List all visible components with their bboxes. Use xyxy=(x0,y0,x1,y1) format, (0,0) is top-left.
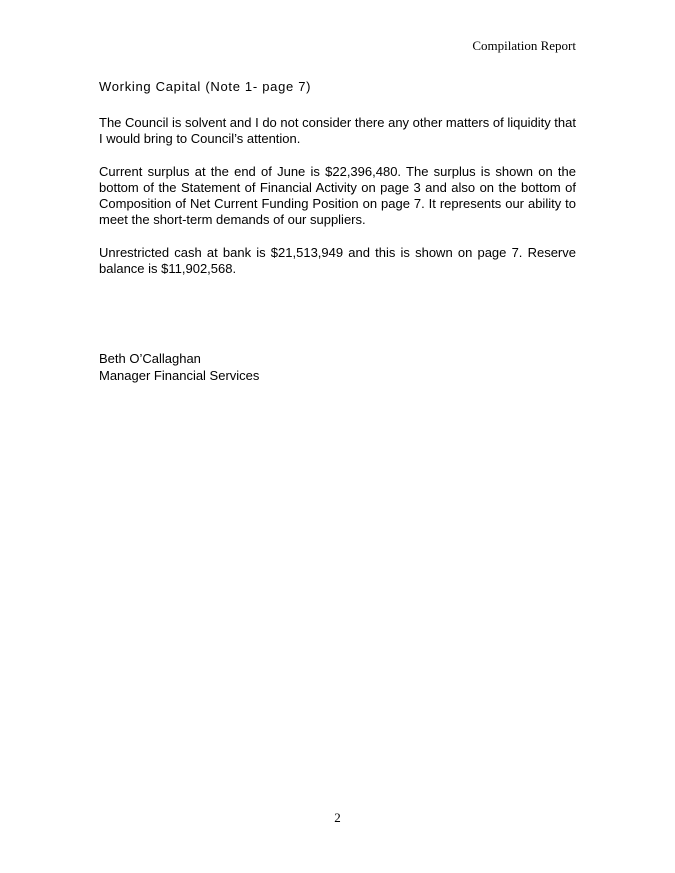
page-header-title: Compilation Report xyxy=(472,38,576,53)
page-number: 2 xyxy=(334,810,341,825)
paragraph-solvency: The Council is solvent and I do not consider there any other matters of liquidity that I would bring to Council’s attention. xyxy=(99,115,576,146)
paragraph-surplus: Current surplus at the end of June is $22,396,480. The surplus is shown on the bottom of the Statement of Financial Activity on page 3 and also on the bottom of Composition of Net Current Funding Position on page 7. It represents our ability to meet the short-term demands of our suppliers. xyxy=(99,164,576,227)
signatory-name: Beth O’Callaghan xyxy=(99,351,201,366)
signatory-role: Manager Financial Services xyxy=(99,368,260,383)
signature-block xyxy=(99,350,259,384)
report-section xyxy=(99,79,576,294)
section-heading: Working Capital (Note 1- page 7) xyxy=(99,79,312,94)
paragraph-cash: Unrestricted cash at bank is $21,513,949 and this is shown on page 7. Reserve balance is $11,902,568. xyxy=(99,245,576,276)
